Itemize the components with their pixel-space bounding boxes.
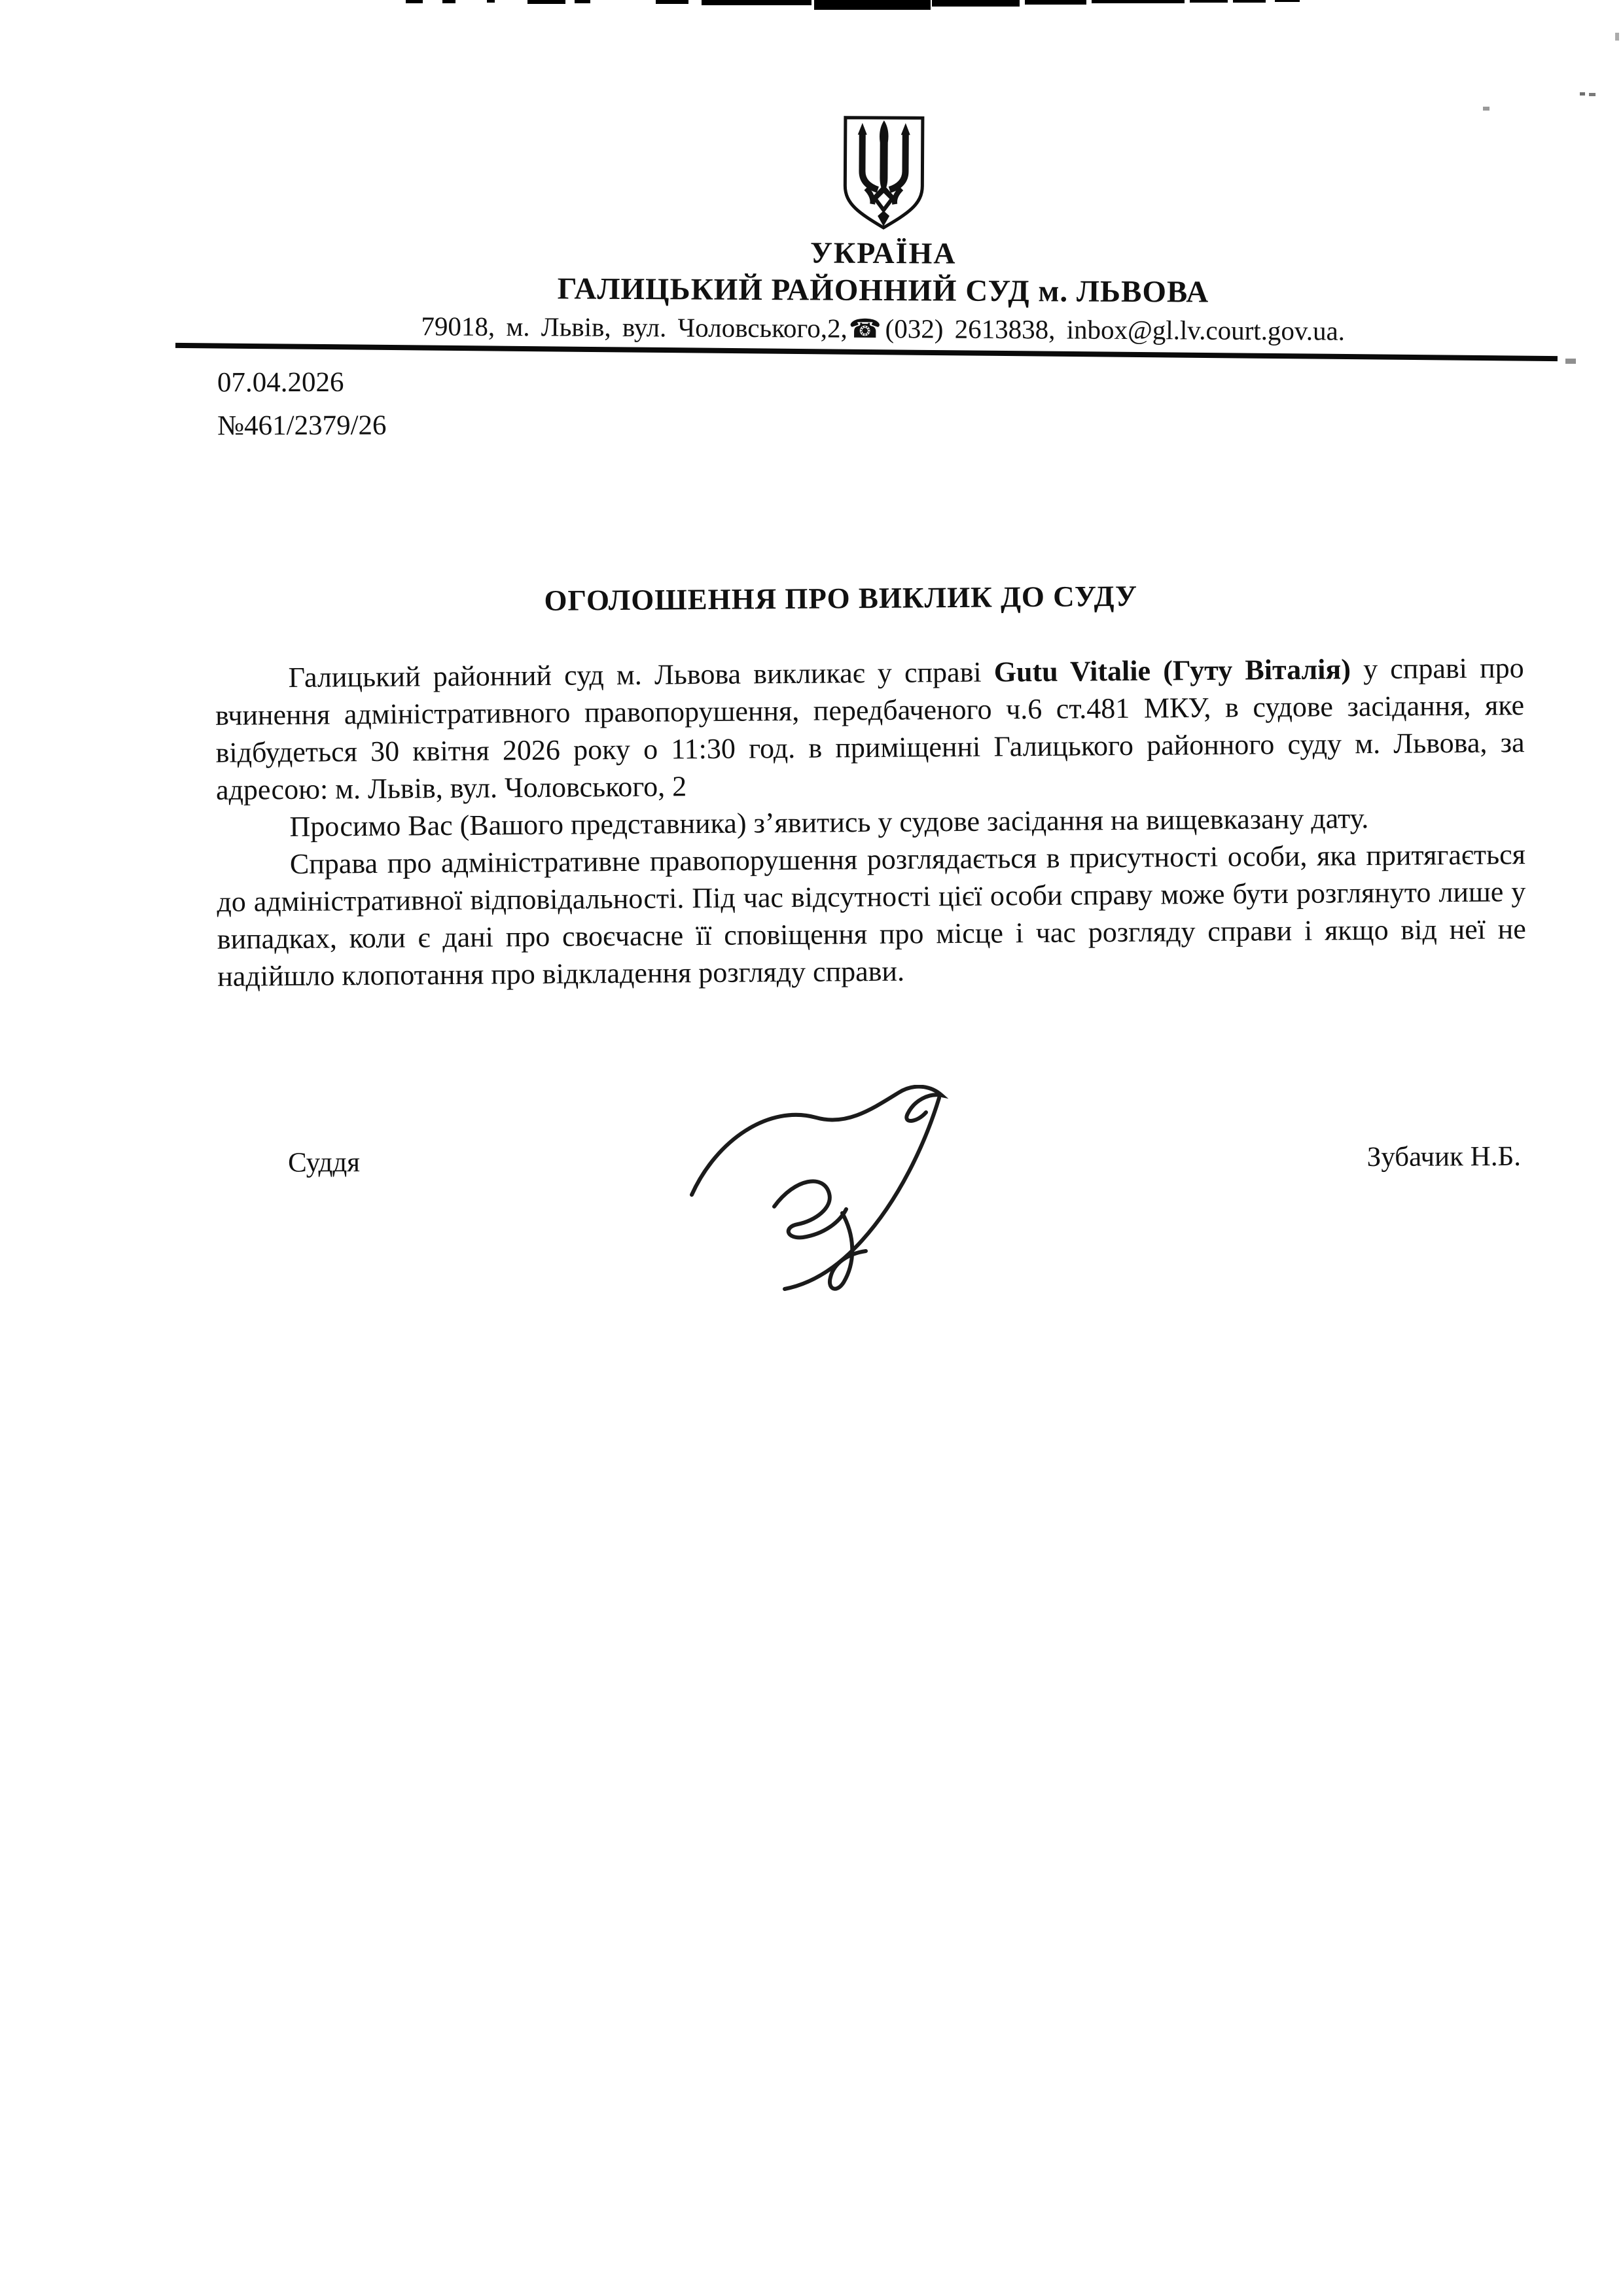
court-address-prefix: 79018, м. Львів, вул. Чоловського,2, — [421, 311, 847, 344]
paragraph-legal-note: Справа про адміністративне правопорушення розглядається в присутності особи, яка притягається до адміністративної відповідальності. Під час відсутності цієї особи справу може бути розглянуто лише у випадках, коли є дані про своєчасне її сповіщення про місце і час розгляду справи і якщо від неї не надійшло клопотання про відкладення розгляду справи. — [217, 838, 1526, 993]
paragraph-summons-before: Галицький районний суд м. Львова викликає у справі — [288, 656, 994, 694]
phone-icon: ☎ — [848, 313, 882, 344]
country-name: УКРАЇНА — [810, 236, 957, 270]
document-title: ОГОЛОШЕННЯ ПРО ВИКЛИК ДО СУДУ — [544, 579, 1138, 617]
signature-block — [216, 1140, 1525, 1180]
paragraph-summons — [215, 649, 1525, 809]
document-body — [215, 574, 1527, 995]
document-header — [71, 110, 1623, 350]
judge-name: Зубачик Н.Б. — [1366, 1140, 1522, 1173]
court-name: ГАЛИЦЬКИЙ РАЙОННИЙ СУД м. ЛЬВОВА — [557, 272, 1209, 309]
document-date: 07.04.2026 — [217, 366, 344, 398]
paragraph-request: Просимо Вас (Вашого представника) з’явитись у судове засідання на вищевказану дату. — [289, 802, 1369, 843]
judge-role-label: Суддя — [287, 1147, 361, 1178]
ukraine-coat-of-arms-icon — [840, 114, 928, 232]
paragraph-summons-after: у справі про вчинення адміністративного правопорушення, передбаченого ч.6 ст.481 МКУ, в судове засідання, яке відбудеться 30 квітня 2026 року о 11:30 год. в приміщенні Галицького районного суду м. Львова, за адресою: м. Львів, вул. Чоловського, 2 — [215, 652, 1525, 806]
case-number: №461/2379/26 — [217, 410, 387, 442]
court-phone-and-email: (032) 2613838, inbox@gl.lv.court.gov.ua. — [885, 313, 1346, 346]
summoned-person-name: Gutu Vitalie (Гуту Віталія) — [993, 653, 1351, 688]
judge-signature — [674, 1085, 995, 1301]
document-meta — [217, 361, 387, 448]
